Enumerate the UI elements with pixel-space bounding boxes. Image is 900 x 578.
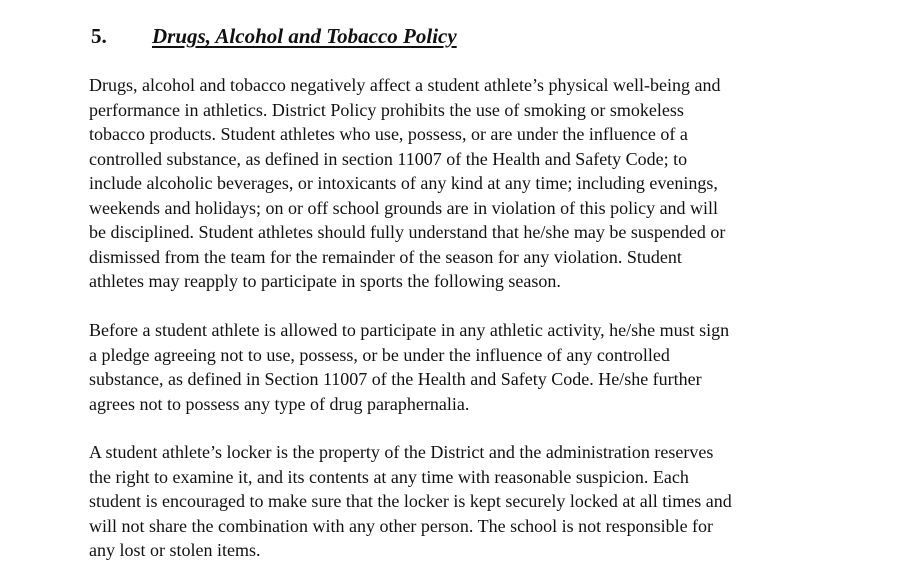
paragraph-line: include alcoholic beverages, or intoxicants of any kind at any time; including evenings, (89, 173, 718, 193)
paragraph-line: controlled substance, as defined in section 11007 of the Health and Safety Code; to (89, 148, 688, 169)
policy-paragraph-locker (89, 440, 879, 563)
paragraph-line: performance in athletics. District Policy prohibits the use of smoking or smokeless (89, 99, 684, 120)
paragraph-line: the right to examine it, and its contents at any time with reasonable suspicion. Each (89, 466, 689, 487)
paragraph-line: student is encouraged to make sure that the locker is kept securely locked at all times and (89, 491, 732, 511)
paragraph-line: agrees not to possess any type of drug paraphernalia. (89, 393, 470, 414)
paragraph-line: any lost or stolen items. (89, 540, 261, 560)
paragraph-line: weekends and holidays; on or off school grounds are in violation of this policy and will (89, 197, 719, 218)
paragraph-line: athletes may reapply to participate in sports the following season. (89, 271, 561, 291)
paragraph-line: Before a student athlete is allowed to participate in any athletic activity, he/she must sign (89, 320, 730, 340)
paragraph-line: tobacco products. Student athletes who use, possess, or are under the influence of a (89, 124, 688, 144)
paragraph-line: will not share the combination with any other person. The school is not responsible for (89, 515, 714, 536)
paragraph-line: Drugs, alcohol and tobacco negatively affect a student athlete’s physical well-being and (89, 75, 721, 95)
policy-paragraph-pledge (89, 318, 879, 416)
paragraph-line: dismissed from the team for the remainder of the season for any violation. Student (89, 246, 682, 267)
paragraph-line: A student athlete’s locker is the property of the District and the administration reserves (89, 442, 714, 462)
section-number: 5. (91, 24, 107, 48)
paragraph-line: be disciplined. Student athletes should fully understand that he/she may be suspended or (89, 222, 726, 242)
policy-paragraph-drugs-alcohol-tobacco (89, 73, 879, 294)
paragraph-line: a pledge agreeing not to use, possess, or be under the influence of any controlled (89, 344, 670, 365)
section-title: Drugs, Alcohol and Tobacco Policy (152, 24, 457, 48)
paragraph-line: substance, as defined in Section 11007 of the Health and Safety Code. He/she further (89, 369, 702, 389)
